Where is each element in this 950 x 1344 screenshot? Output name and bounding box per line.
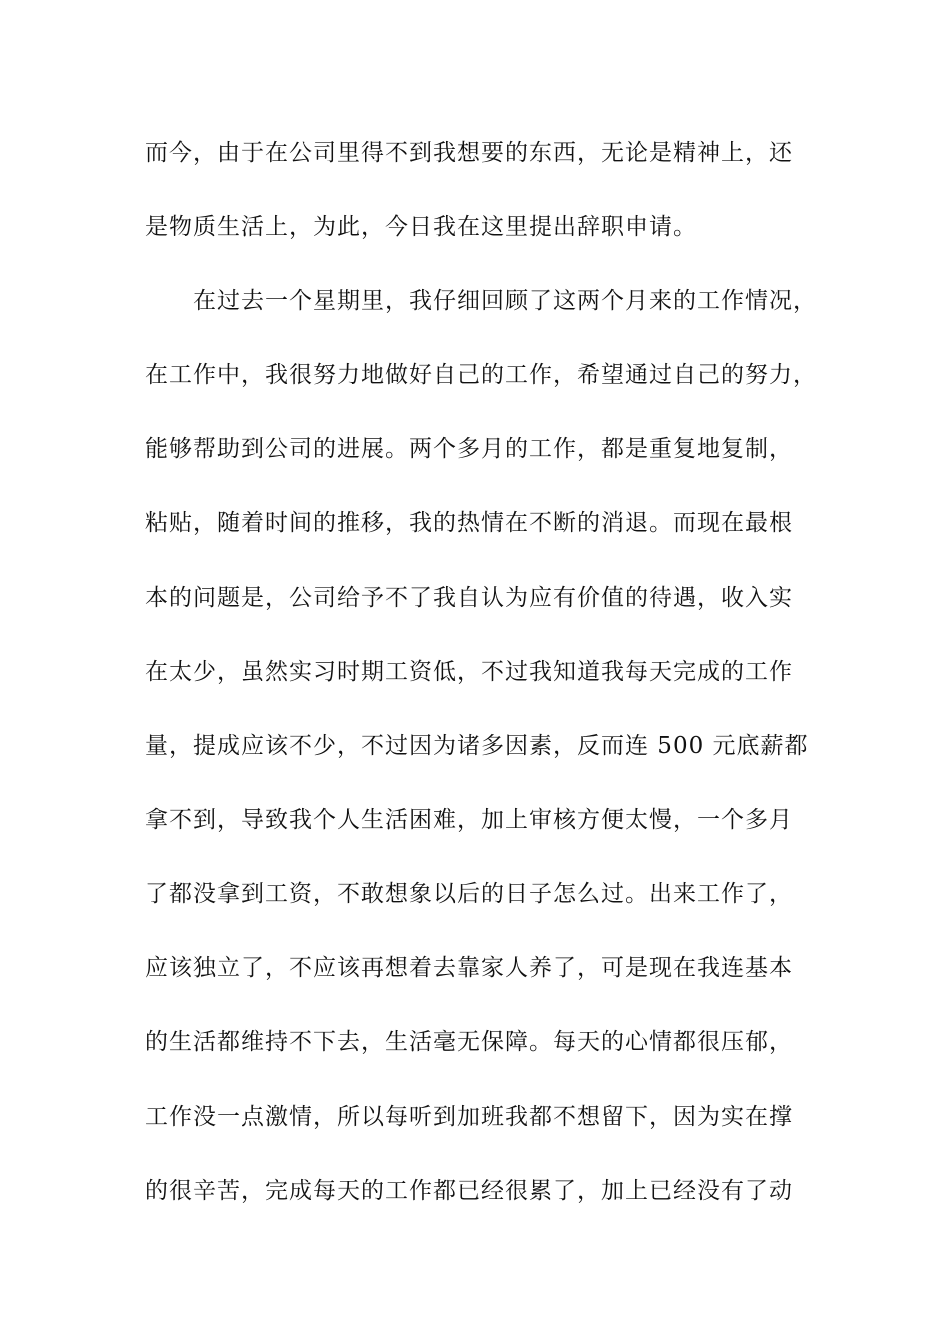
text-line: 工作没一点激情，所以每听到加班我都不想留下，因为实在撑	[145, 1104, 793, 1130]
text-line: 本的问题是，公司给予不了我自认为应有价值的待遇，收入实	[145, 585, 793, 611]
text-line: 了都没拿到工资，不敢想象以后的日子怎么过。出来工作了，	[145, 881, 793, 907]
text-line: 的很辛苦，完成每天的工作都已经很累了，加上已经没有了动	[145, 1178, 793, 1204]
text-line: 量，提成应该不少，不过因为诸多因素，反而连 500 元底薪都	[145, 733, 809, 759]
text-line: 拿不到，导致我个人生活困难，加上审核方便太慢，一个多月	[145, 807, 793, 833]
text-line: 是物质生活上，为此，今日我在这里提出辞职申请。	[145, 214, 697, 240]
text-line: 而今，由于在公司里得不到我想要的东西，无论是精神上，还	[145, 140, 793, 166]
text-line: 粘贴，随着时间的推移，我的热情在不断的消退。而现在最根	[145, 510, 793, 536]
text-line: 能够帮助到公司的进展。两个多月的工作，都是重复地复制，	[145, 436, 793, 462]
paragraph-start-line: 在过去一个星期里，我仔细回顾了这两个月来的工作情况，	[193, 288, 817, 314]
text-line: 的生活都维持不下去，生活毫无保障。每天的心情都很压郁，	[145, 1029, 793, 1055]
text-line: 应该独立了，不应该再想着去靠家人养了，可是现在我连基本	[145, 955, 793, 981]
text-line: 在太少，虽然实习时期工资低，不过我知道我每天完成的工作	[145, 659, 793, 685]
text-line: 在工作中，我很努力地做好自己的工作，希望通过自己的努力，	[145, 362, 817, 388]
